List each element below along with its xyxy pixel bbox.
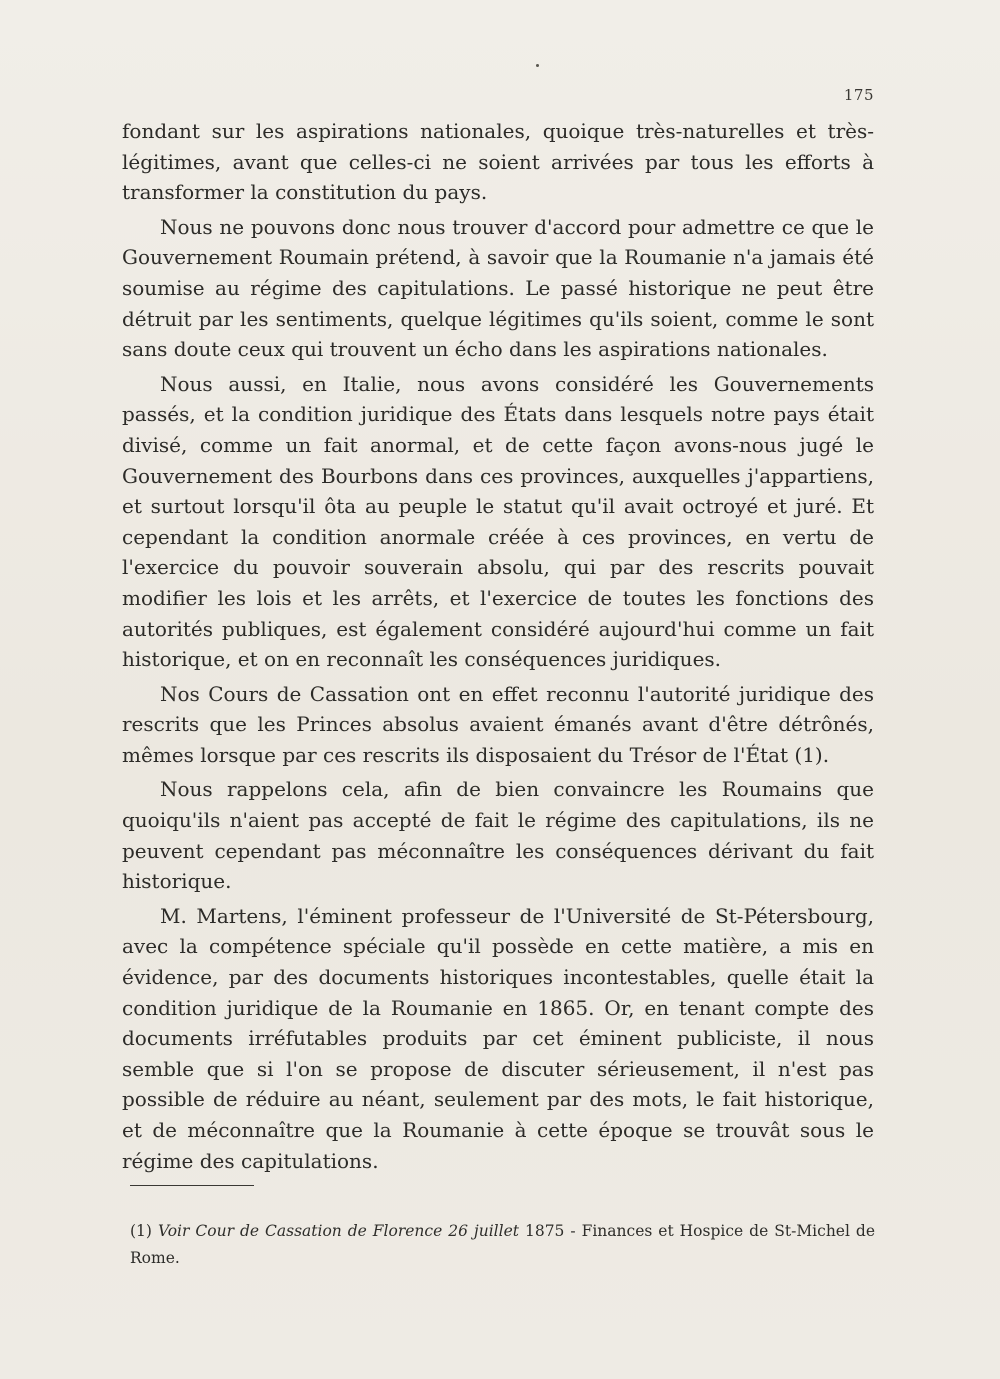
ink-speck [536, 64, 539, 67]
page-number: 175 [843, 86, 874, 104]
paragraph-3: Nous aussi, en Italie, nous avons considéré les Gouvernements passés, et la condition juridique des États dans lesquels notre pays était divisé, comme un fait anormal, et de cette façon avons-nous jugé le Gouvernement des Bourbons dans ces provinces, auxquelles j'appartiens, et surtout lorsqu'il ôta au peuple le statut qu'il avait octroyé et juré. Et cependant la condition anormale créée à ces provinces, en vertu de l'exercice du pouvoir souverain absolu, qui par des rescrits pouvait modifier les lois et les arrêts, et l'exercice de toutes les fonctions des autorités publiques, est également considéré aujourd'hui comme un fait historique, et on en reconnaît les conséquences juridiques. [122, 371, 874, 672]
body-text [122, 116, 874, 1180]
footnote [130, 1218, 875, 1272]
paragraph-1: fondant sur les aspirations nationales, quoique très-naturelles et très-légitimes, avant que celles-ci ne soient arrivées par tous les efforts à transformer la constitution du pays. [122, 119, 874, 205]
paragraph-5: Nous rappelons cela, afin de bien convaincre les Roumains que quoiqu'ils n'aient pas accepté de fait le régime des capitulations, ils ne peuvent cependant pas méconnaître les conséquences dérivant du fait historique. [122, 777, 874, 894]
paragraph-4: Nos Cours de Cassation ont en effet reconnu l'autorité juridique des rescrits que les Princes absolus avaient émanés avant d'être détrônés, mêmes lorsque par ces rescrits ils disposaient du Trésor de l'État (1). [122, 681, 874, 767]
paragraph-2: Nous ne pouvons donc nous trouver d'accord pour admettre ce que le Gouvernement Roumain prétend, à savoir que la Roumanie n'a jamais été soumise au régime des capitulations. Le passé historique ne peut être détruit par les sentiments, quelque légitimes qu'ils soient, comme le sont sans doute ceux qui trouvent un écho dans les aspirations nationales. [122, 214, 874, 362]
footnote-marker: (1) [130, 1222, 152, 1240]
footnote-citation: Voir Cour de Cassation de Florence 26 juillet [157, 1222, 519, 1240]
footnote-divider [130, 1185, 254, 1186]
paragraph-6: M. Martens, l'éminent professeur de l'Université de St-Pétersbourg, avec la compétence spéciale qu'il possède en cette matière, a mis en évidence, par des documents historiques incontestables, quelle était la condition juridique de la Roumanie en 1865. Or, en tenant compte des documents irréfutables produits par cet éminent publiciste, il nous semble que si l'on se propose de discuter sérieusement, il n'est pas possible de réduire au néant, seulement par des mots, le fait historique, et de méconnaître que la Roumanie à cette époque se trouvât sous le régime des capitulations. [122, 903, 874, 1173]
footnote-text: 1875 - Finances et Hospice de St-Michel de Rome. [130, 1222, 876, 1267]
